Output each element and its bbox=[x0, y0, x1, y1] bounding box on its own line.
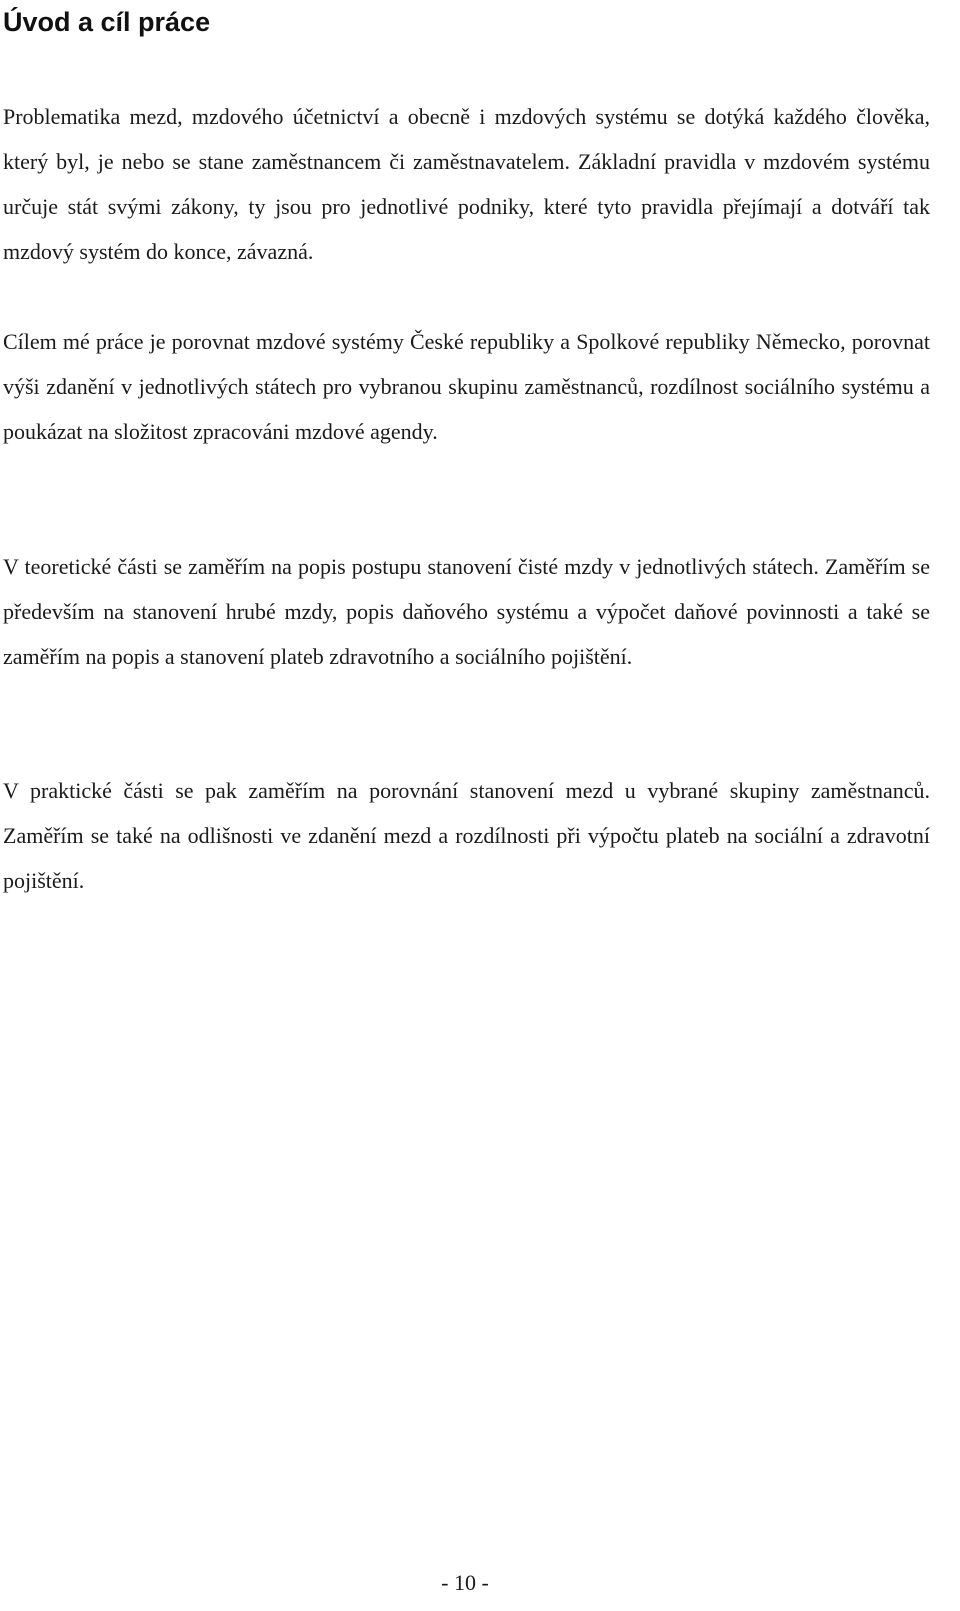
page-title: Úvod a cíl práce bbox=[3, 7, 211, 37]
page-number: - 10 - bbox=[441, 1570, 489, 1595]
paragraph-intro: Problematika mezd, mzdového účetnictví a obecně i mzdových systému se dotýká každého člověka, který byl, je nebo se stane zaměstnancem či zaměstnavatelem. Základní pravidla v mzdovém systému určuje stát svými zákony, ty jsou pro jednotlivé podniky, které tyto pravidla přejímají a dotváří tak mzdový systém do konce, závazná. bbox=[3, 104, 930, 264]
paragraph-goal: Cílem mé práce je porovnat mzdové systémy České republiky a Spolkové republiky Německo, porovnat výši zdanění v jednotlivých státech pro vybranou skupinu zaměstnanců, rozdílnost sociálního systému a poukázat na složitost zpracováni mzdové agendy. bbox=[3, 329, 930, 444]
paragraph-theoretical-part: V teoretické části se zaměřím na popis postupu stanovení čisté mzdy v jednotlivých státech. Zaměřím se především na stanovení hrubé mzdy, popis daňového systému a výpočet daňové povinnosti a také se zaměřím na popis a stanovení plateb zdravotního a sociálního pojištění. bbox=[3, 554, 930, 669]
paragraph-practical-part: V praktické části se pak zaměřím na porovnání stanovení mezd u vybrané skupiny zaměstnanců. Zaměřím se také na odlišnosti ve zdanění mezd a rozdílnosti při výpočtu plateb na sociální a zdravotní pojištění. bbox=[3, 778, 930, 893]
